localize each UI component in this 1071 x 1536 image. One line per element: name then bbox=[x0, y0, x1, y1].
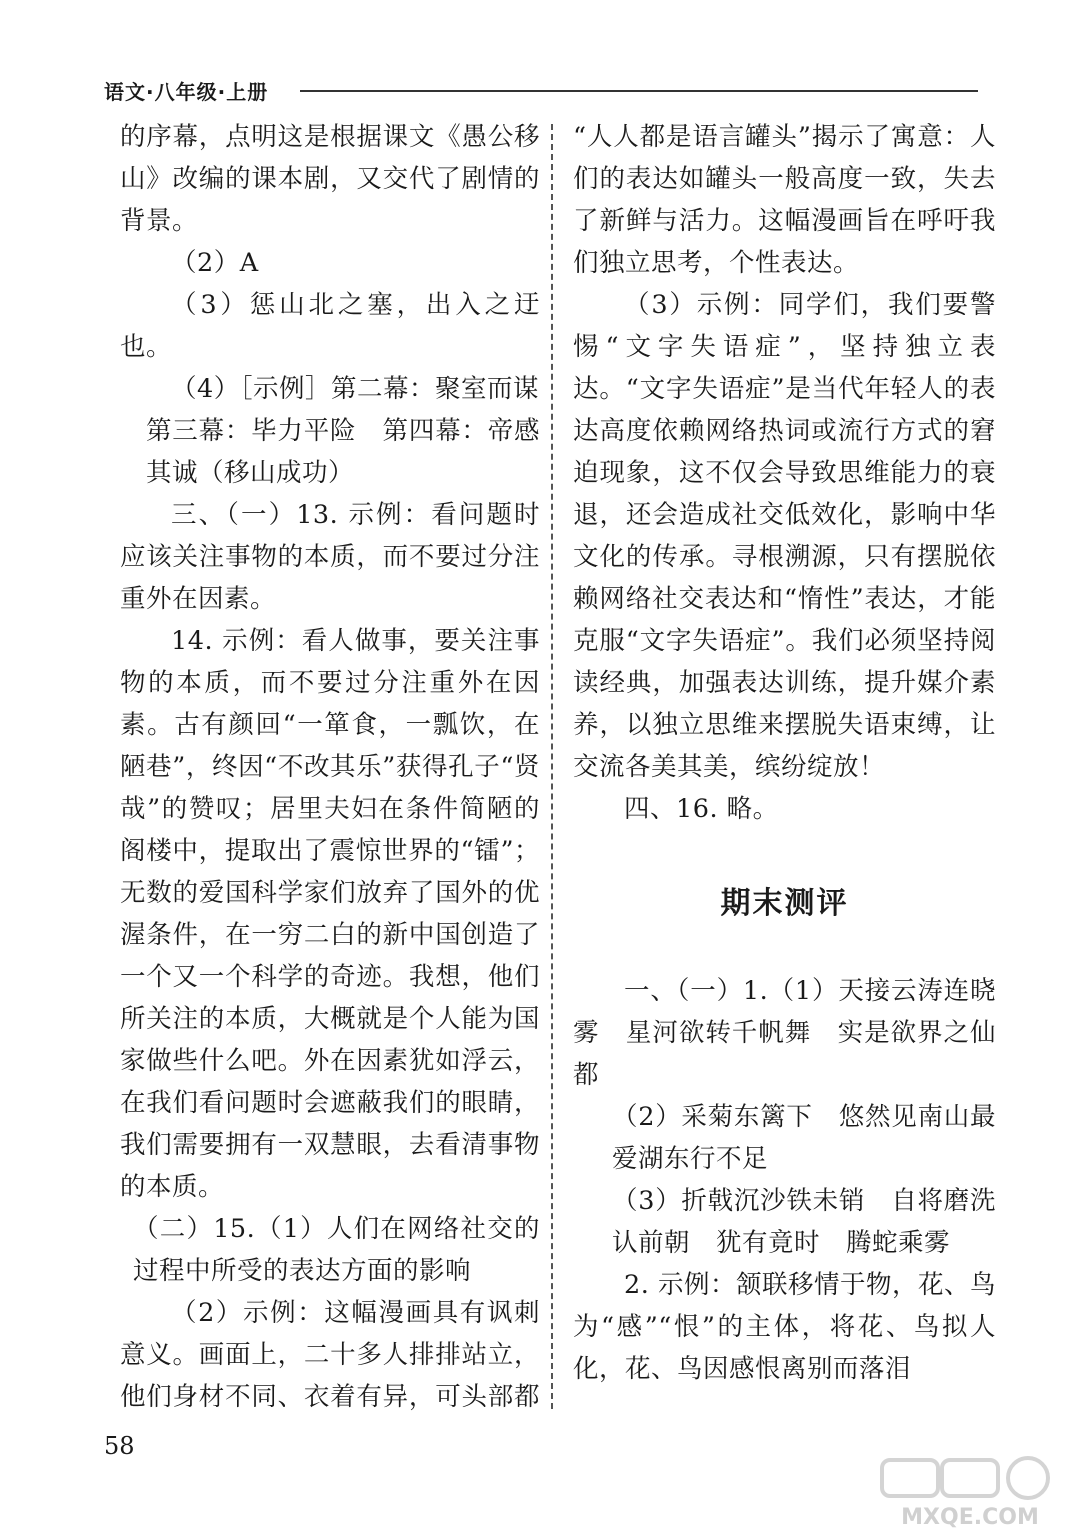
right-column bbox=[573, 116, 996, 1416]
column-divider bbox=[551, 124, 553, 1409]
paragraph: 第三幕：毕力平险 第四幕：帝感其诚（移山成功） bbox=[146, 416, 540, 488]
paragraph: 三、（一）13. 示例：看问题时应该关注事物的本质，而不要过分注重外在因素。 bbox=[120, 500, 540, 614]
paragraph: （3）惩山北之塞，出入之迂也。 bbox=[120, 290, 540, 362]
header-title: 语文·八年级·上册 bbox=[104, 80, 269, 104]
paragraph: （4）［示例］第二幕：聚室而谋 bbox=[171, 374, 539, 404]
paragraph: 14. 示例：看人做事，要关注事物的本质，而不要过分注重外在因素。古有颜回“一箪食，一瓢饮，在陋巷”，终因“不改其乐”获得孔子“贤哉”的赞叹；居里夫妇在条件简陋的阁楼中，提取出了震惊世界的“镭”；无数的爱国科学家们放弃了国外的优渥条件，在一穷二白的新中国创造了一个又一个科学的奇迹。我想，他们所关注的本质，大概就是个人能为国家做些什么吧。外在因素犹如浮云，在我们看问题时会遮蔽我们的眼睛，我们需要拥有一双慧眼，去看清事物的本质。 bbox=[120, 626, 540, 1202]
header-rule bbox=[300, 90, 978, 92]
page-number: 58 bbox=[104, 1432, 135, 1460]
watermark-logo bbox=[880, 1456, 1060, 1530]
paragraph: （二）15.（1）人们在网络社交的过程中所受的表达方面的影响 bbox=[133, 1214, 540, 1286]
paragraph: （3）示例：同学们，我们要警惕“文字失语症”，坚持独立表达。“文字失语症”是当代年轻人的表达高度依赖网络热词或流行方式的窘迫现象，这不仅会导致思维能力的衰退，还会造成社交低效化，影响中华文化的传承。寻根溯源，只有摆脱依赖网络社交表达和“惰性”表达，才能克服“文字失语症”。我们必须坚持阅读经典，加强表达训练，提升媒介素养，以独立思维来摆脱失语束缚，让交流各美其美，缤纷绽放！ bbox=[573, 290, 996, 782]
section-title: 期末测评 bbox=[720, 886, 849, 921]
watermark-text: MXQE.COM bbox=[901, 1505, 1039, 1530]
paragraph: （2）A bbox=[171, 248, 259, 278]
paragraph: （2）示例：这幅漫画具有讽刺意义。画面上，二十多人排排站立，他们身材不同、衣着有异，可头部都 bbox=[120, 1298, 540, 1412]
running-header bbox=[104, 76, 978, 106]
paragraph: “人人都是语言罐头”揭示了寓意：人们的表达如罐头一般高度一致，失去了新鲜与活力。这幅漫画旨在呼吁我们独立思考，个性表达。 bbox=[573, 122, 996, 278]
paragraph: 一、（一）1.（1）天接云涛连晓雾 星河欲转千帆舞 实是欲界之仙都 bbox=[573, 976, 996, 1090]
paragraph: （3）折戟沉沙铁未销 自将磨洗认前朝 犹有竟时 腾蛇乘雾 bbox=[612, 1186, 996, 1258]
paragraph: （2）采菊东篱下 悠然见南山最爱湖东行不足 bbox=[612, 1102, 996, 1174]
paragraph: 2. 示例：颔联移情于物，花、鸟为“感”“恨”的主体，将花、鸟拟人化，花、鸟因感恨离别而落泪 bbox=[573, 1270, 996, 1384]
paragraph: 的序幕，点明这是根据课文《愚公移山》改编的课本剧，又交代了剧情的背景。 bbox=[120, 122, 540, 236]
left-column bbox=[120, 116, 540, 1416]
paragraph: 四、16. 略。 bbox=[624, 794, 779, 824]
